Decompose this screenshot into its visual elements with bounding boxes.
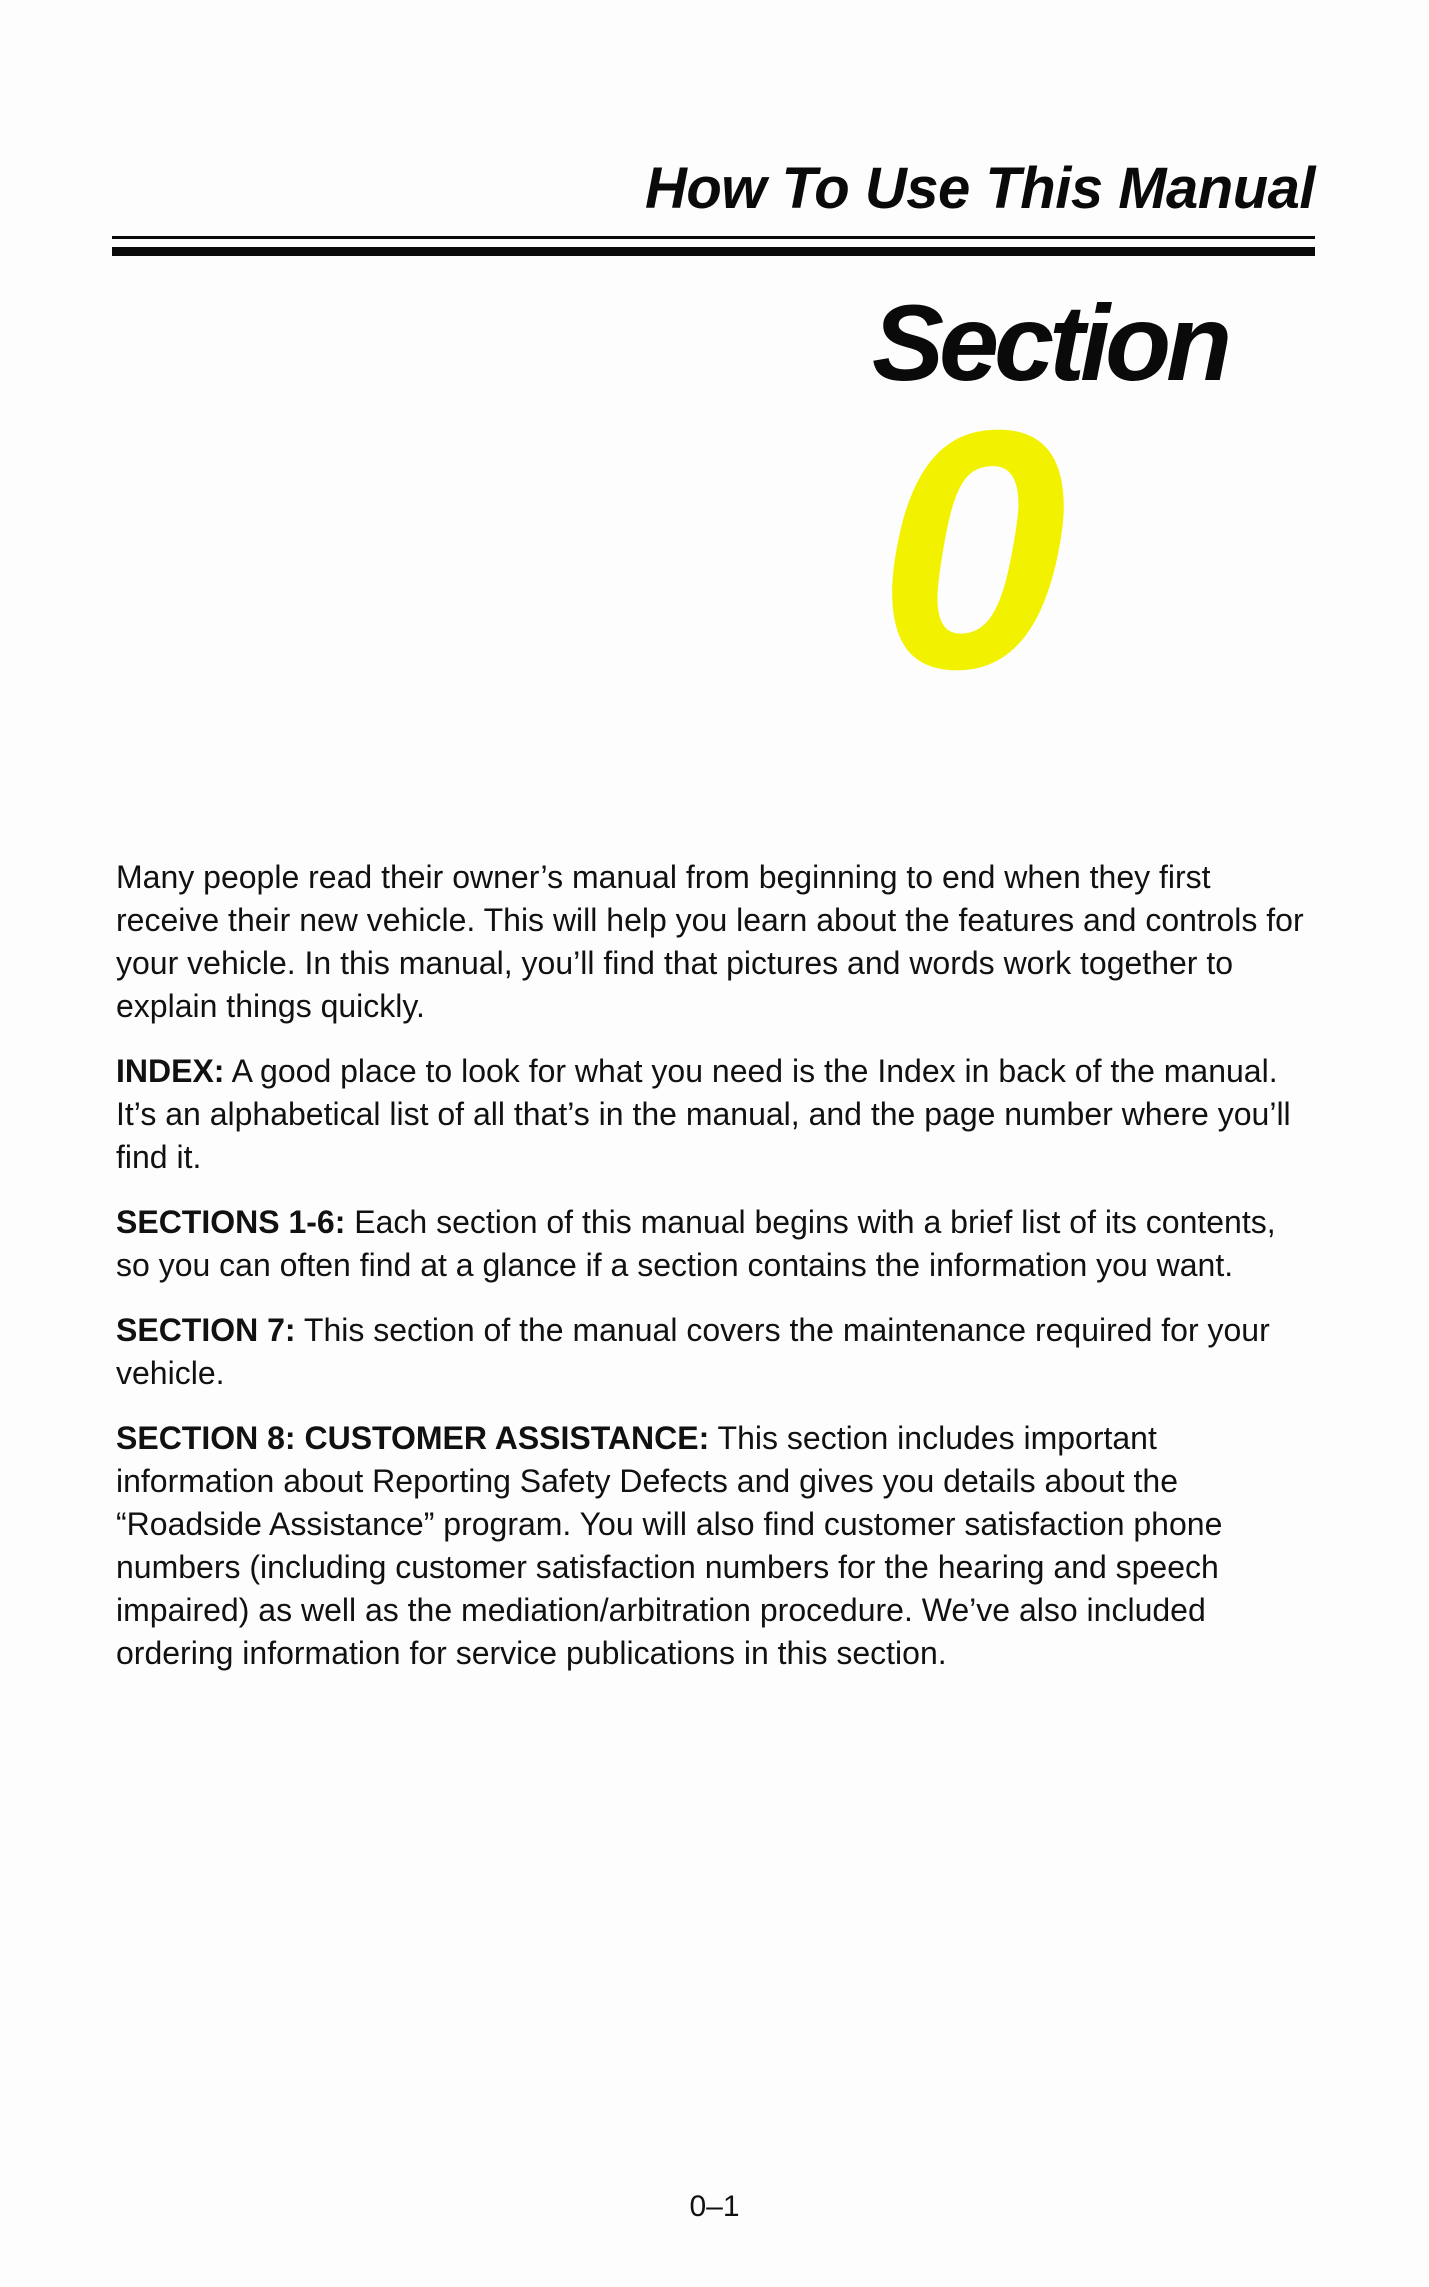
paragraph-text: This section of the manual covers the maintenance required for your vehicle. bbox=[116, 1312, 1270, 1391]
paragraph-index bbox=[116, 1050, 1312, 1179]
body-text bbox=[116, 856, 1312, 1697]
paragraph-lead: SECTION 8: CUSTOMER ASSISTANCE: bbox=[116, 1420, 710, 1456]
paragraph-section-7 bbox=[116, 1309, 1312, 1395]
paragraph-lead: SECTIONS 1-6: bbox=[116, 1204, 346, 1240]
section-number: 0 bbox=[878, 360, 1068, 740]
paragraph-intro bbox=[116, 856, 1312, 1028]
header-rule-thick bbox=[112, 247, 1315, 256]
paragraph-lead: INDEX: bbox=[116, 1053, 225, 1089]
paragraph-section-8 bbox=[116, 1417, 1312, 1675]
header-rule-thin bbox=[112, 236, 1315, 239]
paragraph-sections-1-6 bbox=[116, 1201, 1312, 1287]
page-number: 0–1 bbox=[689, 2190, 740, 2223]
paragraph-text: A good place to look for what you need is the Index in back of the manual. It’s an alphabetical list of all that’s in the manual, and the page number where you’ll find it. bbox=[116, 1053, 1291, 1175]
paragraph-lead: SECTION 7: bbox=[116, 1312, 296, 1348]
page-title: How To Use This Manual bbox=[644, 156, 1315, 221]
paragraph-text: Many people read their owner’s manual from beginning to end when they first receive their new vehicle. This will help you learn about the features and controls for your vehicle. In this manual, you’ll find that pictures and words work together to explain things quickly. bbox=[116, 859, 1304, 1024]
paragraph-text: Each section of this manual begins with a brief list of its contents, so you can often find at a glance if a section contains the information you want. bbox=[116, 1204, 1276, 1283]
paragraph-text: This section includes important information about Reporting Safety Defects and gives you details about the “Roadside Assistance” program. You will also find customer satisfaction phone numbers (including customer satisfaction numbers for the hearing and speech impaired) as well as the mediation/arbitration procedure. We’ve also included ordering information for service publications in this section. bbox=[116, 1420, 1223, 1671]
section-label: Section bbox=[872, 282, 1228, 403]
